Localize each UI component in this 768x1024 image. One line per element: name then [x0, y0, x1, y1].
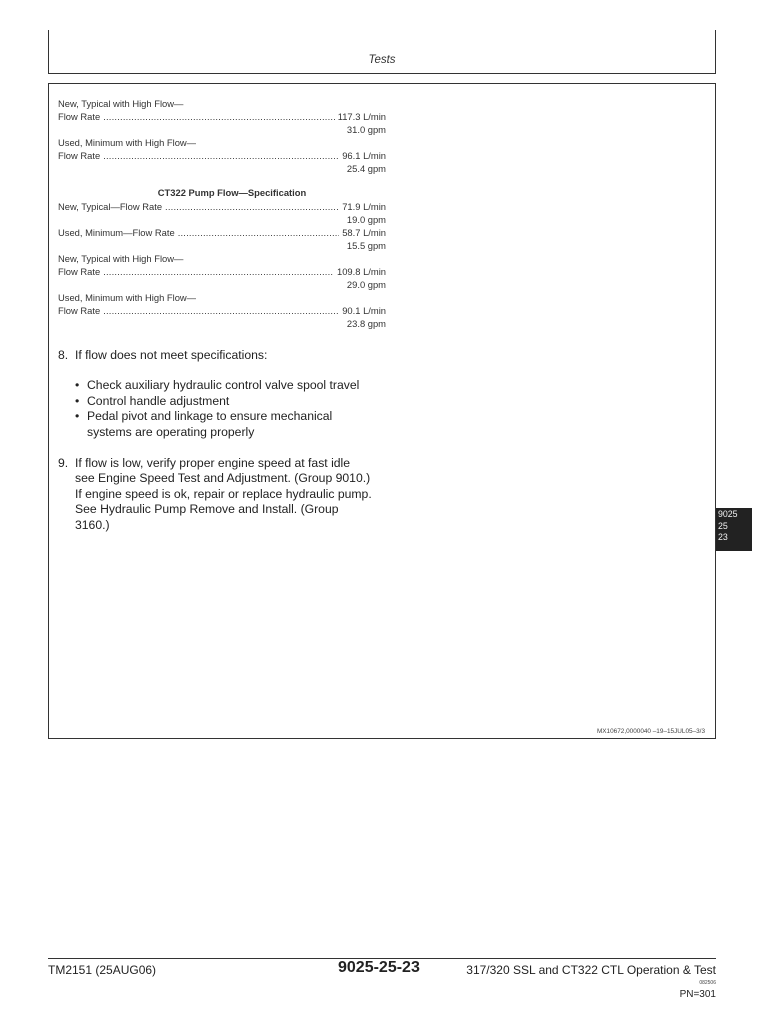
spec-lead: New, Typical with High Flow— — [58, 98, 184, 109]
spec-alt-value: 29.0 gpm — [346, 278, 386, 290]
spec-alt-value: 31.0 gpm — [346, 123, 386, 135]
leader-dots — [103, 111, 335, 124]
spec-item — [58, 201, 386, 227]
spec-lead: New, Typical with High Flow— — [58, 252, 184, 264]
spec-item — [58, 227, 386, 253]
step-8 — [58, 348, 388, 363]
spec-item — [58, 98, 386, 137]
spec-lead: Used, Minimum with High Flow— — [58, 136, 197, 148]
spec-alt-value: 19.0 gpm — [346, 214, 386, 226]
spec-label: Flow Rate — [58, 265, 101, 277]
spec-label: Flow Rate — [58, 304, 101, 316]
bullet-item: • Pedal pivot and linkage to ensure mechanical systems are operating properly — [75, 409, 333, 439]
manual-title: 317/320 SSL and CT322 CTL Operation & Test — [466, 963, 716, 977]
leader-dots — [103, 305, 339, 318]
page-number: 9025-25-23 — [338, 959, 420, 976]
reference-code: MX10672,0000040 –19–15JUL05–3/3 — [596, 728, 705, 735]
leader-dots — [103, 266, 334, 279]
spec-alt-value: 23.8 gpm — [346, 317, 386, 329]
spec-label: Flow Rate — [58, 149, 101, 161]
spec-value: 96.1 L/min — [342, 149, 386, 161]
step-number: 9. — [58, 456, 69, 471]
bullet-item: • Control handle adjustment — [75, 393, 230, 408]
spec-label: New, Typical—Flow Rate — [58, 201, 163, 213]
spec-lead: Used, Minimum with High Flow— — [58, 291, 197, 303]
manual-id: TM2151 (25AUG06) — [48, 963, 157, 977]
spec-item — [58, 292, 386, 331]
bullet-icon: • — [75, 409, 80, 424]
step-text: If flow does not meet specifications: — [75, 348, 268, 362]
step-text: If flow is low, verify proper engine speed at fast idle see Engine Speed Test and Adjustment. (Group 9010.) If engine speed is ok, repair or replace hydraulic pump. See Hydraulic Pump Remove and Install. (Group 3160.) — [75, 456, 372, 532]
spec-value: 71.9 L/min — [342, 201, 386, 213]
section-tab — [716, 508, 752, 551]
spec-alt-value: 25.4 gpm — [346, 162, 386, 174]
tab-line: 9025 — [718, 509, 738, 519]
spec-label: Used, Minimum—Flow Rate — [58, 227, 175, 239]
bullet-item: • Check auxiliary hydraulic control valve spool travel — [75, 378, 360, 393]
leader-dots — [103, 150, 339, 163]
spec-value: 90.1 L/min — [342, 304, 386, 316]
spec-value: 109.8 L/min — [337, 265, 386, 277]
page-pn: PN=301 — [679, 989, 716, 1000]
spec-alt-value: 15.5 gpm — [346, 240, 386, 252]
bullet-icon: • — [75, 393, 80, 408]
spec-value: 117.3 L/min — [337, 110, 386, 122]
leader-dots — [165, 201, 339, 214]
spec-item — [58, 253, 386, 292]
leader-dots — [178, 227, 340, 240]
content-frame — [48, 83, 716, 739]
step-9 — [58, 456, 388, 533]
spec-label: Flow Rate — [58, 110, 101, 122]
spec-heading: CT322 Pump Flow—Specification — [157, 187, 307, 199]
header-frame — [48, 30, 716, 74]
bullet-icon: • — [75, 378, 80, 393]
step-8-bullets — [75, 378, 388, 440]
tab-line: 23 — [718, 532, 728, 542]
tab-line: 25 — [718, 520, 728, 531]
specifications-list — [58, 98, 386, 330]
spec-value: 58.7 L/min — [342, 227, 386, 239]
section-title: Tests — [368, 54, 396, 66]
spec-item — [58, 137, 386, 176]
procedure-steps — [58, 348, 388, 533]
print-code: 082506 — [699, 980, 716, 986]
step-number: 8. — [58, 348, 69, 362]
